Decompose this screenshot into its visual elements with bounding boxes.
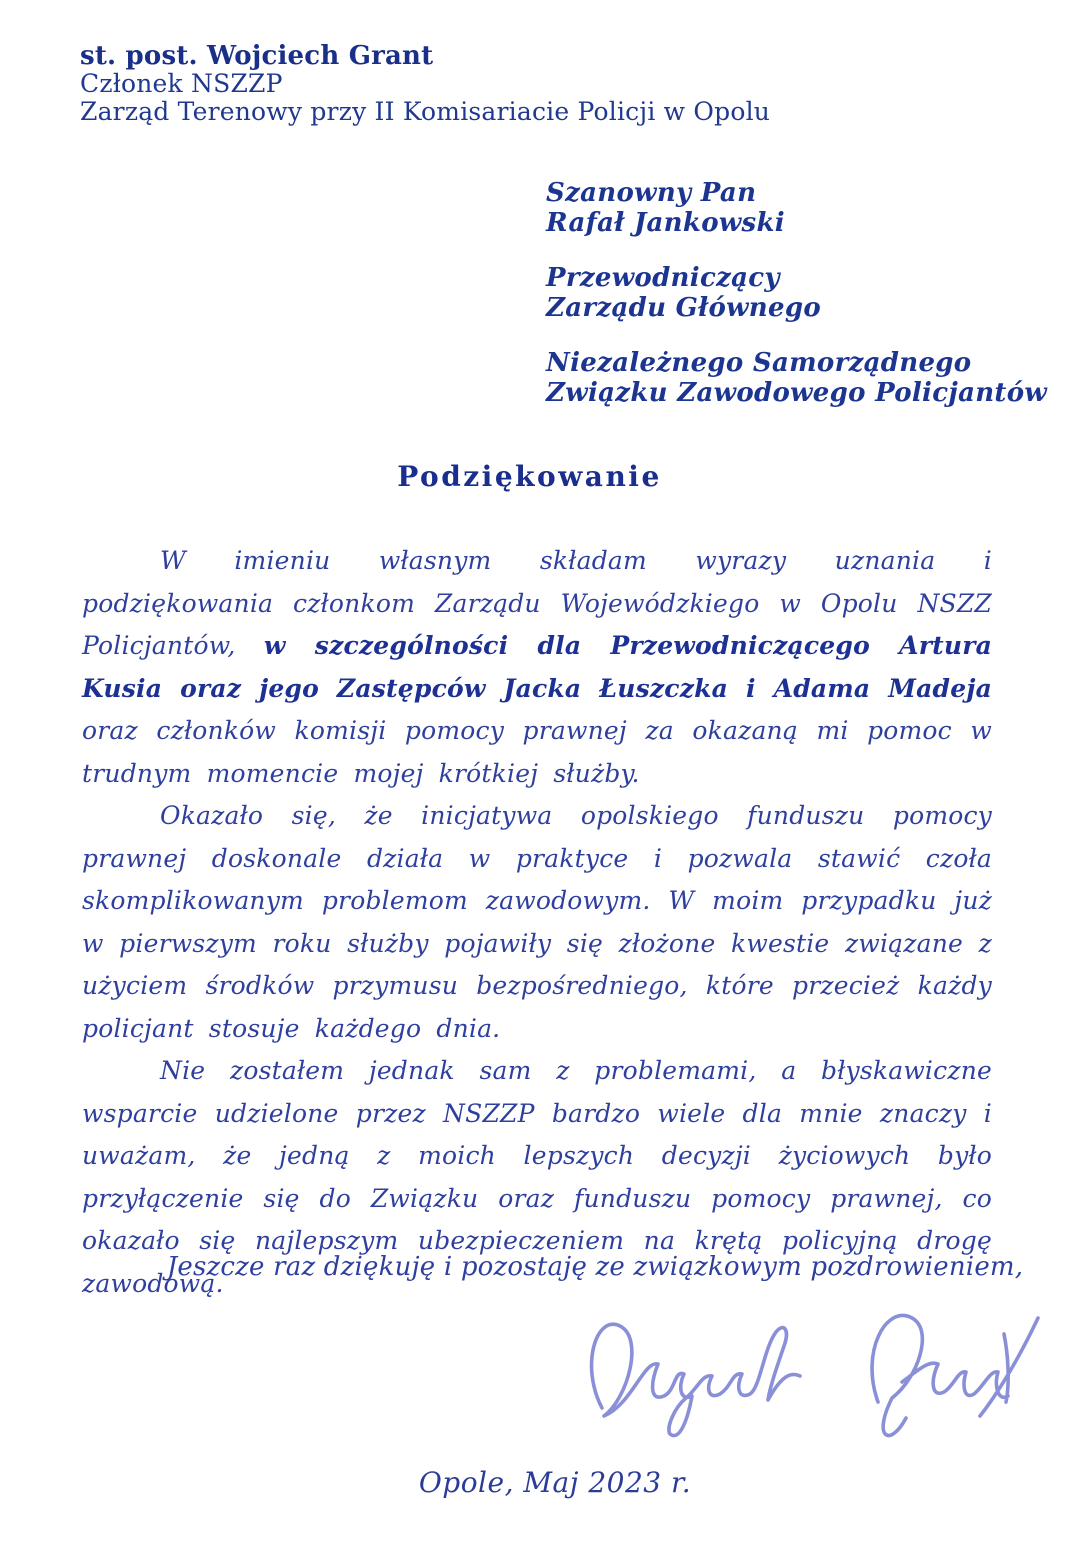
paragraph-1: [82, 540, 992, 795]
recipient-org-line1: Niezależnego Samorządnego: [546, 348, 972, 378]
closing-line: Jeszcze raz dziękuję i pozostaję ze związkowym pozdrowieniem,: [166, 1252, 1024, 1282]
sender-block: [80, 42, 770, 126]
date-line: Opole, Maj 2023 r.: [418, 1466, 692, 1499]
recipient-block: [546, 178, 1047, 433]
sender-membership: Członek NSZZP: [80, 69, 283, 98]
paragraph-1-run-regular: W imieniu własnym składam wyrazy uznania i podziękowania członkom Zarządu Wojewódzkiego w Opolu NSZZ Policjantów,: [82, 546, 992, 660]
signature-ink-strokes: [572, 1290, 1050, 1450]
paragraph-1-run-bold-names: w szczególności dla Przewodniczącego Artura Kusia oraz jego Zastępców Jacka Łuszczka i Adama Madeja: [82, 631, 992, 703]
letter-body: [82, 540, 992, 1305]
recipient-role-group: [546, 263, 1047, 323]
page-title: Podziękowanie: [397, 460, 662, 493]
recipient-role-line2: Zarządu Głównego: [546, 293, 821, 323]
recipient-org-line2: Związku Zawodowego Policjantów: [546, 378, 1048, 408]
recipient-role-line1: Przewodniczący: [546, 263, 780, 293]
recipient-salutation: Szanowny Pan: [546, 178, 757, 208]
paragraph-3: Nie zostałem jednak sam z problemami, a błyskawiczne wsparcie udzielone przez NSZZP bardzo wiele dla mnie znaczy i uważam, że jedną z moich lepszych decyzji życiowych było przyłączenie się do Związku oraz funduszu pomocy prawnej, co okazało się najlepszym ubezpieczeniem na krętą policyjną drogę zawodową.: [82, 1056, 992, 1298]
paragraph-2: Okazało się, że inicjatywa opolskiego funduszu pomocy prawnej doskonale działa w praktyce i pozwala stawić czoła skomplikowanym problemom zawodowym. W moim przypadku już w pierwszym roku służby pojawiły się złożone kwestie związane z użyciem środków przymusu bezpośredniego, które przecież każdy policjant stosuje każdego dnia.: [82, 801, 992, 1043]
sender-name: st. post. Wojciech Grant: [80, 41, 434, 71]
recipient-name-group: [546, 178, 1047, 238]
handwritten-signature: [572, 1290, 1050, 1450]
recipient-org-group: [546, 348, 1047, 408]
sender-unit: Zarząd Terenowy przy II Komisariacie Policji w Opolu: [80, 97, 771, 126]
recipient-name: Rafał Jankowski: [546, 208, 785, 238]
paragraph-1-run-regular-2: oraz członków komisji pomocy prawnej za okazaną mi pomoc w trudnym momencie mojej krótkiej służby.: [82, 716, 992, 788]
